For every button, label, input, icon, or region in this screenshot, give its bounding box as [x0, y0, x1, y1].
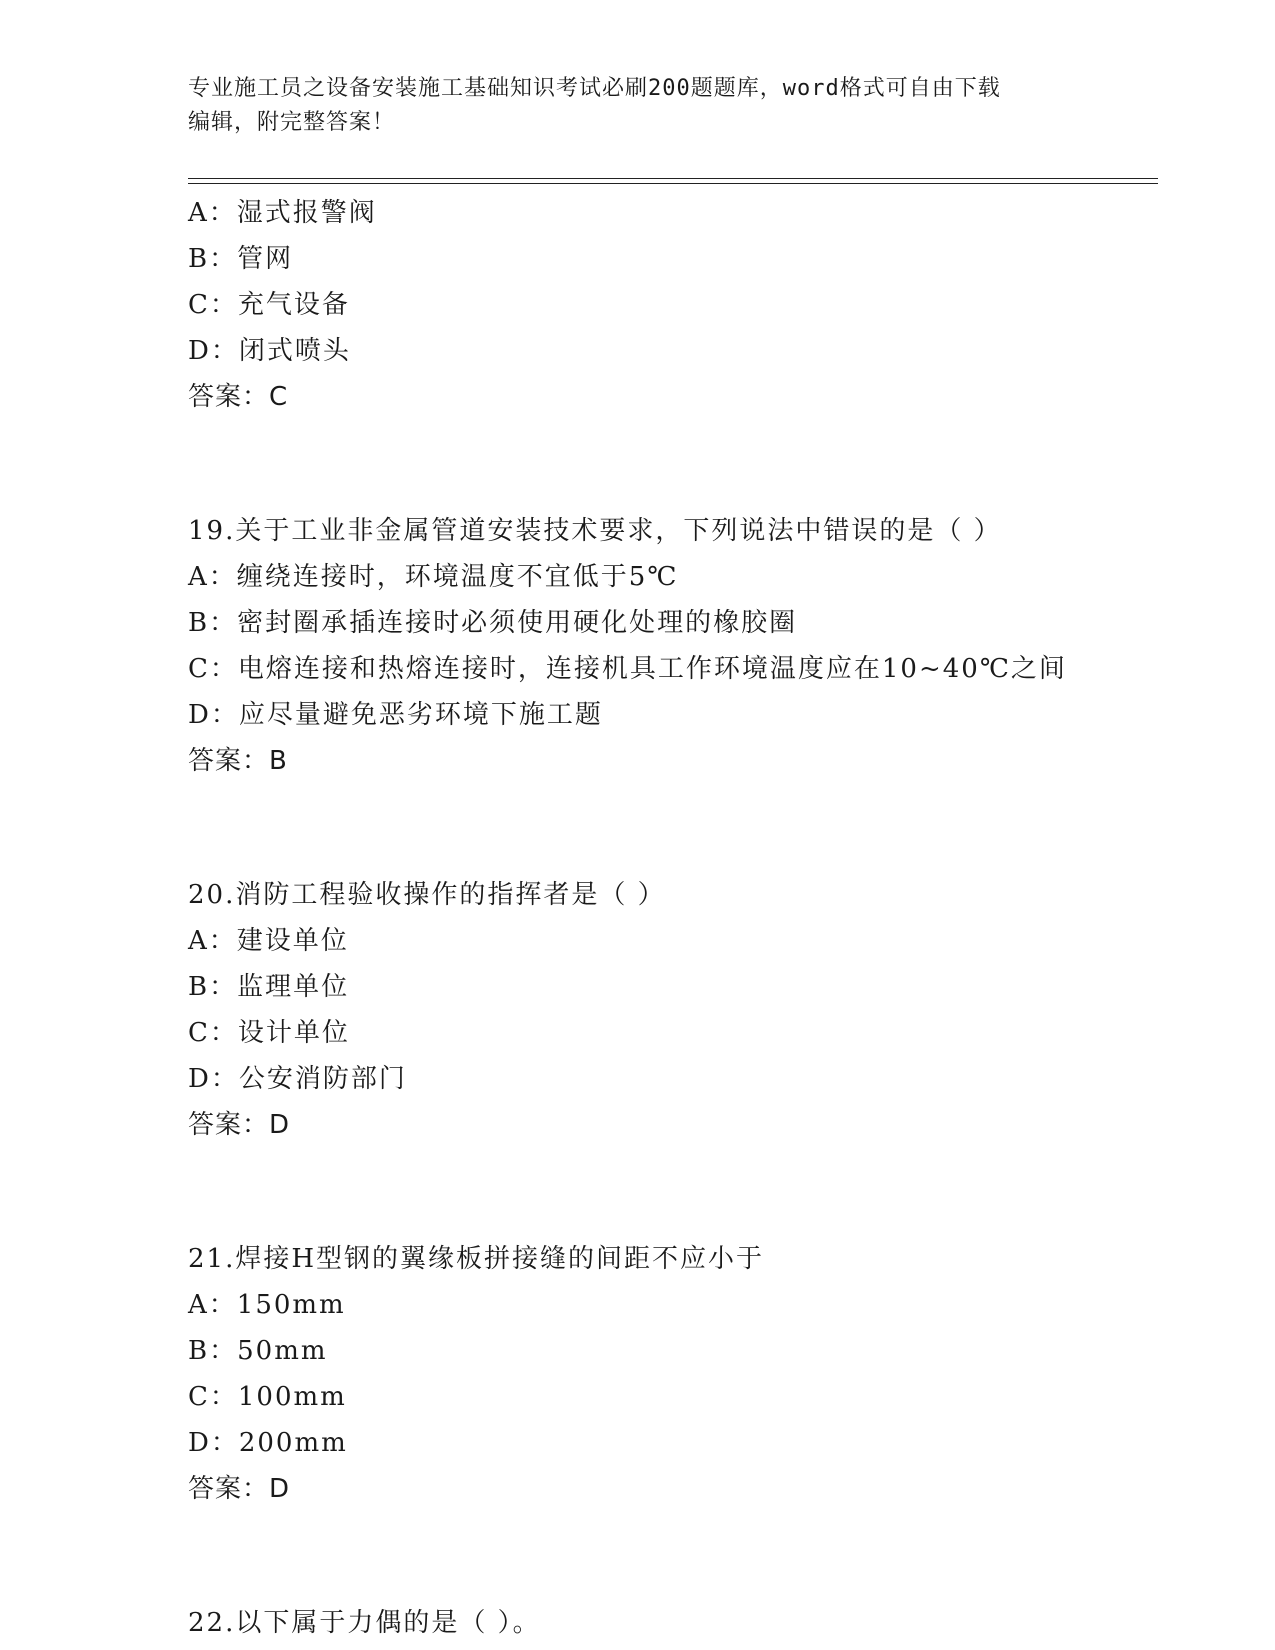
option-a: A：150mm	[188, 1290, 346, 1320]
option-b: B：管网	[188, 244, 294, 274]
answer-line: 答案：B	[188, 746, 288, 776]
question-18-block	[188, 190, 1188, 420]
question-text: 22.以下属于力偶的是（ ）。	[188, 1608, 541, 1638]
option-c: C：电熔连接和热熔连接时，连接机具工作环境温度应在10~40℃之间	[188, 654, 1067, 684]
header-line-1: 专业施工员之设备安装施工基础知识考试必刷200题题库，word格式可自由下载	[188, 76, 1001, 101]
document-header	[188, 72, 1088, 140]
question-list	[188, 190, 1188, 1646]
question-text: 19.关于工业非金属管道安装技术要求，下列说法中错误的是（ ）	[188, 516, 1002, 546]
option-d: D：公安消防部门	[188, 1064, 407, 1094]
question-20-block	[188, 872, 1188, 1148]
header-divider-top	[188, 178, 1158, 179]
option-b: B：密封圈承插连接时必须使用硬化处理的橡胶圈	[188, 608, 798, 638]
option-d: D：应尽量避免恶劣环境下施工题	[188, 700, 603, 730]
header-line-2: 编辑，附完整答案！	[188, 110, 396, 135]
option-a: A：湿式报警阀	[188, 198, 377, 228]
question-22-block	[188, 1600, 1188, 1646]
answer-line: 答案：D	[188, 1110, 291, 1140]
answer-line: 答案：D	[188, 1474, 291, 1504]
option-b: B：监理单位	[188, 972, 350, 1002]
answer-line: 答案：C	[188, 382, 289, 412]
question-text: 20.消防工程验收操作的指挥者是（ ）	[188, 880, 666, 910]
header-divider-bottom	[188, 183, 1158, 184]
question-21-block	[188, 1236, 1188, 1512]
option-c: C：设计单位	[188, 1018, 350, 1048]
option-d: D：200mm	[188, 1428, 348, 1458]
option-c: C：100mm	[188, 1382, 347, 1412]
option-b: B：50mm	[188, 1336, 328, 1366]
option-a: A：建设单位	[188, 926, 349, 956]
option-d: D：闭式喷头	[188, 336, 351, 366]
question-text: 21.焊接H型钢的翼缘板拼接缝的间距不应小于	[188, 1244, 765, 1274]
option-a: A：缠绕连接时，环境温度不宜低于5℃	[188, 562, 679, 592]
option-c: C：充气设备	[188, 290, 350, 320]
question-19-block	[188, 508, 1188, 784]
